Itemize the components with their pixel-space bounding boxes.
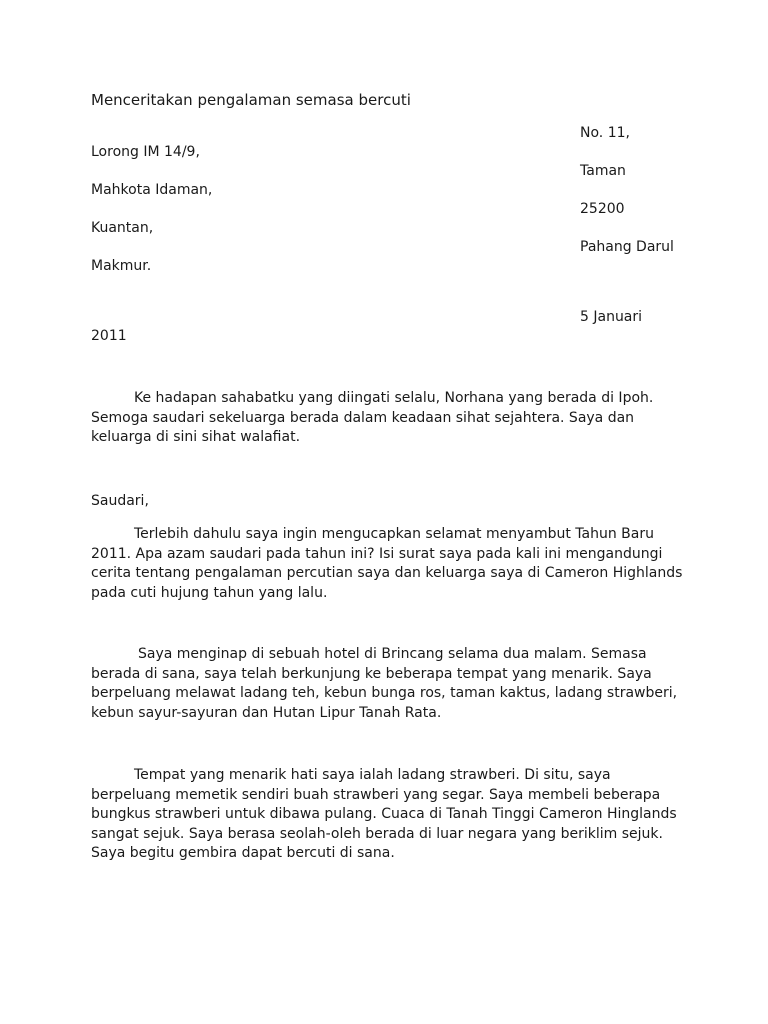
address-right-line-3: 25200 (580, 201, 625, 217)
paragraph-line: Saya menginap di sebuah hotel di Brincang selama dua malam. Semasa (138, 646, 647, 662)
paragraph-strawberry (91, 766, 691, 864)
paragraph-greeting (91, 525, 691, 603)
address-left-line-4: Makmur. (91, 258, 152, 274)
address-right-line-4: Pahang Darul (580, 239, 674, 255)
paragraph-line: cerita tentang pengalaman percutian saya dan keluarga saya di Cameron Highlands (91, 565, 683, 581)
address-right-line-1: No. 11, (580, 125, 630, 141)
paragraph-line: Ke hadapan sahabatku yang diingati selalu, Norhana yang berada di Ipoh. (134, 390, 654, 406)
paragraph-line: 2011. Apa azam saudari pada tahun ini? Isi surat saya pada kali ini mengandungi (91, 545, 663, 562)
paragraph-line: Tempat yang menarik hati saya ialah ladang strawberi. Di situ, saya (134, 767, 611, 783)
paragraph-line: berada di sana, saya telah berkunjung ke beberapa tempat yang menarik. Saya (91, 665, 652, 682)
paragraph-line: sangat sejuk. Saya berasa seolah-oleh berada di luar negara yang beriklim sejuk. (91, 825, 663, 842)
paragraph-line: bungkus strawberi untuk dibawa pulang. Cuaca di Tanah Tinggi Cameron Hinglands (91, 806, 677, 822)
letter-title: Menceritakan pengalaman semasa bercuti (91, 91, 411, 109)
paragraph-line: kebun sayur-sayuran dan Hutan Lipur Tanah Rata. (91, 704, 442, 721)
paragraph-line: berpeluang memetik sendiri buah strawberi yang segar. Saya membeli beberapa (91, 786, 661, 803)
address-right-line-2: Taman (580, 163, 626, 179)
salutation: Saudari, (91, 493, 149, 509)
paragraph-hotel (91, 645, 691, 723)
paragraph-line: Semoga saudari sekeluarga berada dalam keadaan sihat sejahtera. Saya dan (91, 409, 635, 426)
paragraph-line: Saya begitu gembira dapat bercuti di sana. (91, 845, 395, 861)
paragraph-line: pada cuti hujung tahun yang lalu. (91, 584, 328, 601)
paragraph-line: keluarga di sini sihat walafiat. (91, 429, 301, 445)
date-right: 5 Januari (580, 309, 643, 325)
paragraph-line: berpeluang melawat ladang teh, kebun bunga ros, taman kaktus, ladang strawberi, (91, 685, 678, 701)
date-left: 2011 (91, 328, 127, 344)
address-left-line-3: Kuantan, (91, 220, 154, 236)
address-left-line-2: Mahkota Idaman, (91, 182, 213, 198)
paragraph-opening (91, 389, 691, 448)
address-left-line-1: Lorong IM 14/9, (91, 144, 200, 160)
paragraph-line: Terlebih dahulu saya ingin mengucapkan selamat menyambut Tahun Baru (134, 526, 654, 542)
